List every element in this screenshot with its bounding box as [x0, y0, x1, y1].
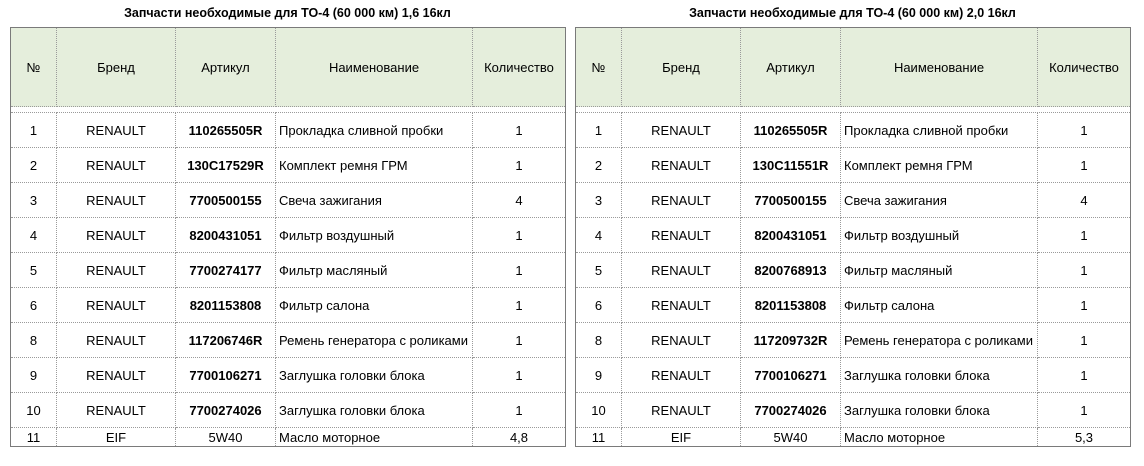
cell-brand: RENAULT — [57, 253, 176, 288]
header-qty: Количество — [1038, 28, 1131, 107]
table-row — [11, 288, 566, 323]
cell-brand: RENAULT — [57, 218, 176, 253]
cell-qty: 4 — [1038, 183, 1131, 218]
header-brand: Бренд — [57, 28, 176, 107]
table-row — [11, 393, 566, 428]
table-row — [576, 113, 1131, 148]
cell-brand: RENAULT — [57, 113, 176, 148]
cell-qty: 1 — [1038, 358, 1131, 393]
cell-num: 3 — [11, 183, 57, 218]
cell-num: 6 — [576, 288, 622, 323]
table-row — [11, 358, 566, 393]
cell-num: 10 — [576, 393, 622, 428]
cell-article: 7700500155 — [176, 183, 276, 218]
cell-num: 9 — [576, 358, 622, 393]
cell-num: 9 — [11, 358, 57, 393]
header-article: Артикул — [741, 28, 841, 107]
header-article: Артикул — [176, 28, 276, 107]
cell-brand: RENAULT — [622, 253, 741, 288]
cell-name: Свеча зажигания — [276, 183, 473, 218]
cell-name: Комплект ремня ГРМ — [276, 148, 473, 183]
cell-name: Фильтр масляный — [276, 253, 473, 288]
cell-article: 7700274026 — [741, 393, 841, 428]
cell-article: 8200431051 — [176, 218, 276, 253]
cell-article: 7700500155 — [741, 183, 841, 218]
cell-num: 5 — [576, 253, 622, 288]
cell-num: 4 — [576, 218, 622, 253]
cell-brand: RENAULT — [622, 323, 741, 358]
cell-article: 117206746R — [176, 323, 276, 358]
cell-article: 8200431051 — [741, 218, 841, 253]
header-num: № — [11, 28, 57, 107]
cell-name: Фильтр салона — [841, 288, 1038, 323]
cell-qty: 1 — [1038, 323, 1131, 358]
parts-panel-1-6 — [10, 0, 565, 447]
cell-article: 5W40 — [741, 428, 841, 447]
header-name: Наименование — [841, 28, 1038, 107]
cell-brand: EIF — [57, 428, 176, 447]
cell-qty: 1 — [473, 113, 566, 148]
cell-article: 8201153808 — [176, 288, 276, 323]
cell-name: Фильтр воздушный — [841, 218, 1038, 253]
cell-qty: 1 — [1038, 148, 1131, 183]
cell-num: 10 — [11, 393, 57, 428]
cell-article: 8201153808 — [741, 288, 841, 323]
cell-num: 11 — [11, 428, 57, 447]
cell-qty: 5,3 — [1038, 428, 1131, 447]
cell-qty: 1 — [473, 288, 566, 323]
cell-qty: 1 — [1038, 113, 1131, 148]
cell-name: Фильтр воздушный — [276, 218, 473, 253]
parts-table — [10, 27, 566, 447]
cell-name: Свеча зажигания — [841, 183, 1038, 218]
cell-article: 117209732R — [741, 323, 841, 358]
table-row — [576, 218, 1131, 253]
table-row — [576, 393, 1131, 428]
cell-brand: RENAULT — [57, 148, 176, 183]
cell-brand: RENAULT — [622, 148, 741, 183]
cell-article: 7700274177 — [176, 253, 276, 288]
header-name: Наименование — [276, 28, 473, 107]
cell-brand: RENAULT — [622, 358, 741, 393]
cell-qty: 1 — [473, 148, 566, 183]
cell-name: Заглушка головки блока — [841, 393, 1038, 428]
table-row — [576, 253, 1131, 288]
cell-qty: 1 — [1038, 253, 1131, 288]
cell-name: Ремень генератора с роликами — [276, 323, 473, 358]
cell-num: 1 — [576, 113, 622, 148]
cell-article: 110265505R — [176, 113, 276, 148]
cell-qty: 1 — [1038, 218, 1131, 253]
cell-qty: 1 — [1038, 393, 1131, 428]
cell-brand: RENAULT — [622, 113, 741, 148]
cell-num: 8 — [11, 323, 57, 358]
cell-name: Заглушка головки блока — [276, 393, 473, 428]
cell-name: Фильтр масляный — [841, 253, 1038, 288]
cell-num: 4 — [11, 218, 57, 253]
cell-name: Ремень генератора с роликами — [841, 323, 1038, 358]
cell-qty: 1 — [473, 253, 566, 288]
cell-num: 8 — [576, 323, 622, 358]
cell-name: Масло моторное — [841, 428, 1038, 447]
cell-name: Фильтр салона — [276, 288, 473, 323]
cell-num: 1 — [11, 113, 57, 148]
parts-table — [575, 27, 1131, 447]
table-row — [576, 428, 1131, 447]
cell-num: 5 — [11, 253, 57, 288]
cell-article: 130C17529R — [176, 148, 276, 183]
cell-brand: EIF — [622, 428, 741, 447]
table-row — [11, 253, 566, 288]
header-num: № — [576, 28, 622, 107]
table-row — [11, 218, 566, 253]
table-row — [576, 183, 1131, 218]
cell-brand: RENAULT — [622, 218, 741, 253]
header-brand: Бренд — [622, 28, 741, 107]
cell-name: Заглушка головки блока — [841, 358, 1038, 393]
cell-num: 6 — [11, 288, 57, 323]
table-row — [576, 288, 1131, 323]
cell-qty: 1 — [473, 323, 566, 358]
cell-num: 3 — [576, 183, 622, 218]
parts-panel-2-0 — [575, 0, 1130, 447]
cell-num: 2 — [11, 148, 57, 183]
cell-brand: RENAULT — [622, 183, 741, 218]
cell-article: 110265505R — [741, 113, 841, 148]
header-qty: Количество — [473, 28, 566, 107]
cell-brand: RENAULT — [622, 393, 741, 428]
cell-qty: 1 — [473, 358, 566, 393]
cell-qty: 1 — [473, 218, 566, 253]
cell-qty: 1 — [1038, 288, 1131, 323]
cell-article: 130C11551R — [741, 148, 841, 183]
table-row — [11, 113, 566, 148]
cell-article: 7700106271 — [176, 358, 276, 393]
cell-name: Комплект ремня ГРМ — [841, 148, 1038, 183]
cell-article: 8200768913 — [741, 253, 841, 288]
table-title: Запчасти необходимые для ТО-4 (60 000 км) 2,0 16кл — [689, 6, 1016, 20]
cell-brand: RENAULT — [57, 183, 176, 218]
cell-brand: RENAULT — [57, 393, 176, 428]
table-title: Запчасти необходимые для ТО-4 (60 000 км) 1,6 16кл — [124, 6, 451, 20]
table-row — [576, 358, 1131, 393]
cell-name: Заглушка головки блока — [276, 358, 473, 393]
cell-num: 11 — [576, 428, 622, 447]
cell-name: Прокладка сливной пробки — [276, 113, 473, 148]
cell-brand: RENAULT — [57, 323, 176, 358]
cell-brand: RENAULT — [57, 358, 176, 393]
cell-num: 2 — [576, 148, 622, 183]
header-row — [576, 28, 1131, 107]
cell-name: Масло моторное — [276, 428, 473, 447]
table-row — [11, 428, 566, 447]
table-row — [11, 323, 566, 358]
cell-article: 5W40 — [176, 428, 276, 447]
cell-qty: 4 — [473, 183, 566, 218]
table-row — [11, 183, 566, 218]
cell-qty: 1 — [473, 393, 566, 428]
cell-qty: 4,8 — [473, 428, 566, 447]
cell-brand: RENAULT — [57, 288, 176, 323]
cell-brand: RENAULT — [622, 288, 741, 323]
table-row — [576, 323, 1131, 358]
cell-article: 7700106271 — [741, 358, 841, 393]
header-row — [11, 28, 566, 107]
cell-article: 7700274026 — [176, 393, 276, 428]
table-row — [11, 148, 566, 183]
cell-name: Прокладка сливной пробки — [841, 113, 1038, 148]
table-row — [576, 148, 1131, 183]
